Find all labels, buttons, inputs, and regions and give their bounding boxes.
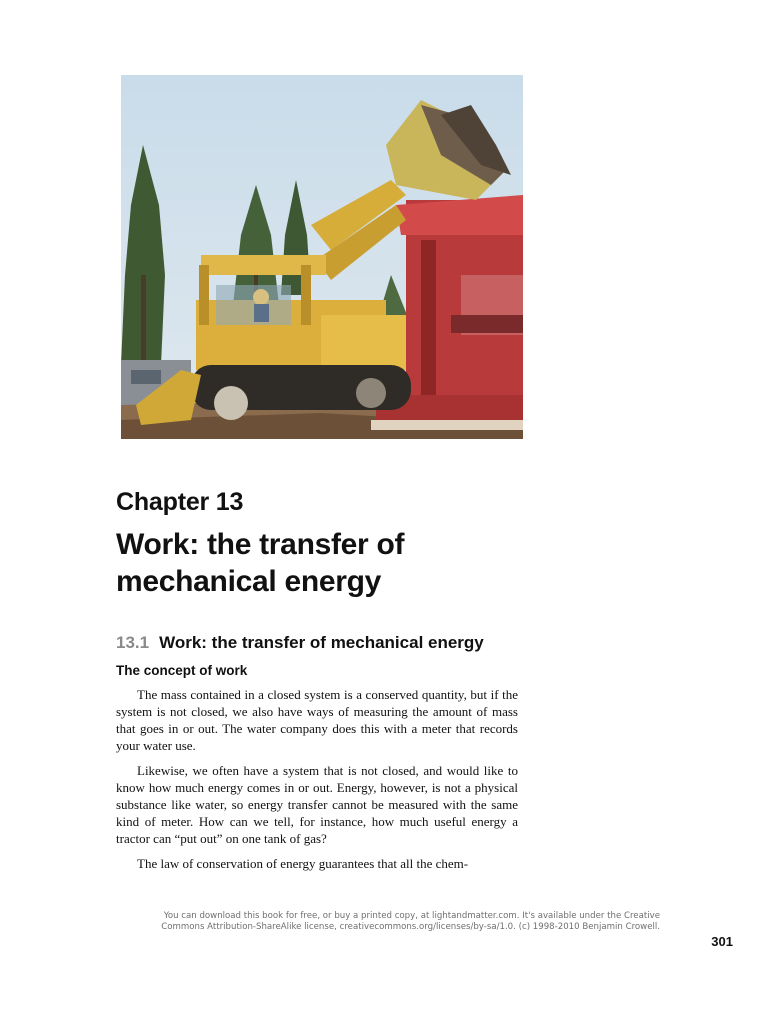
chapter-photo-tractor	[121, 75, 523, 439]
license-footer	[80, 911, 660, 932]
subsection-heading: The concept of work	[116, 663, 248, 678]
section-number: 13.1	[116, 633, 150, 652]
page-number: 301	[711, 934, 733, 949]
paragraph: Likewise, we often have a system that is not closed, and would like to know how much energy comes in or out. Energy, however, is not a physical substance like water, so energy transfer cannot be measured with the same kind of meter. How can we tell, for instance, how much useful energy a tractor can “put out” on one tank of gas?	[116, 763, 518, 846]
footer-line: You can download this book for free, or buy a printed copy, at lightandmatter.com. It's available under the Creative	[163, 911, 660, 921]
paragraph: The mass contained in a closed system is a conserved quantity, but if the system is not closed, we also have ways of measuring the amount of mass that goes in or out. The water company does this with a meter that records your water use.	[116, 687, 518, 753]
section-heading	[116, 633, 484, 653]
body-text	[116, 686, 518, 880]
section-title: Work: the transfer of mechanical energy	[159, 633, 484, 652]
footer-line: Commons Attribution-ShareAlike license, creativecommons.org/licenses/by-sa/1.0. (c) 1998-2010 Benjamin Crowell.	[161, 921, 660, 932]
chapter-title: Work: the transfer of mechanical energy	[116, 528, 405, 598]
paragraph: The law of conservation of energy guarantees that all the chem-	[137, 856, 469, 871]
chapter-label: Chapter 13	[116, 488, 244, 516]
